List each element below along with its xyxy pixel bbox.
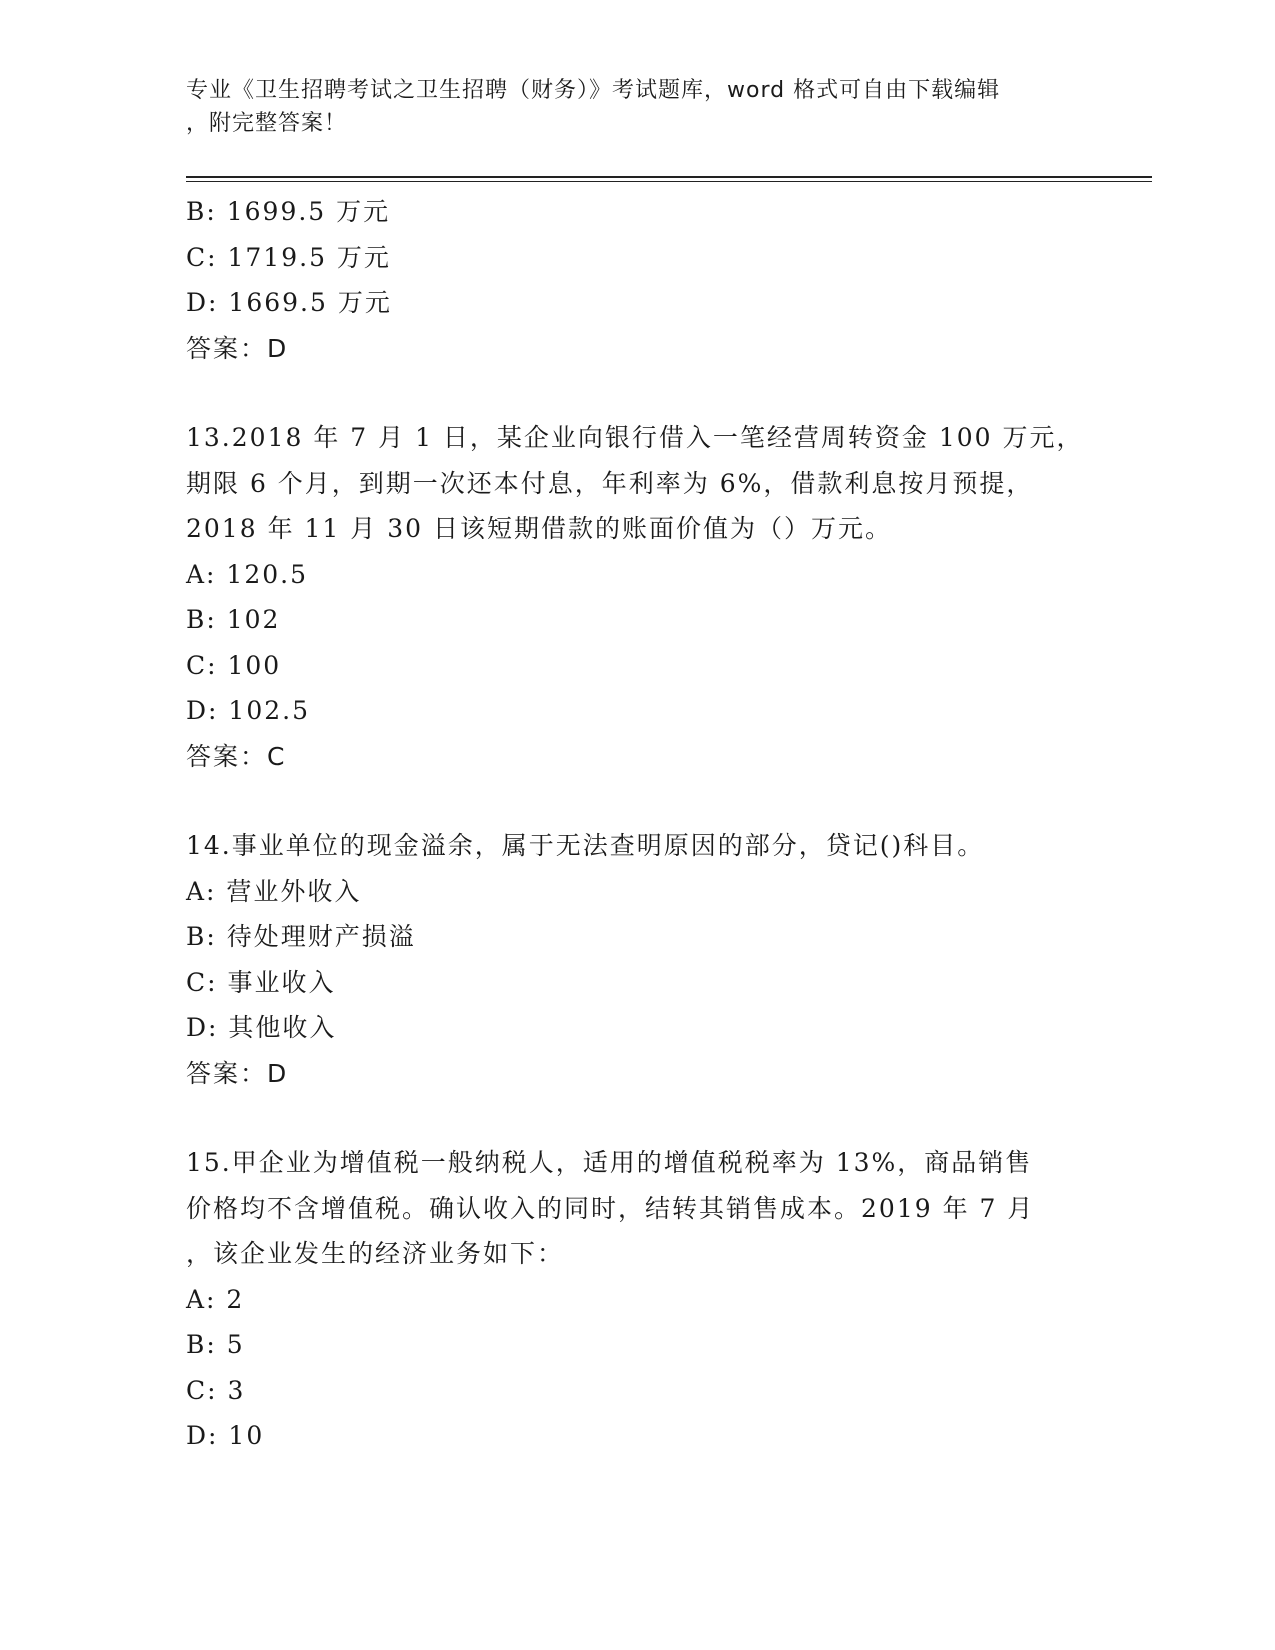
- question-stem: ，该企业发生的经济业务如下：: [186, 1239, 565, 1268]
- option-a: A: 2: [186, 1284, 245, 1314]
- header-line-1: 专业《卫生招聘考试之卫生招聘（财务）》考试题库，word 格式可自由下载编辑: [186, 78, 1001, 103]
- question-stem: 期限 6 个月，到期一次还本付息，年利率为 6%，借款利息按月预提，: [186, 468, 1034, 498]
- question-13: [186, 415, 1086, 779]
- option-b: B: 1699.5 万元: [186, 197, 391, 226]
- question-stem: 15.甲企业为增值税一般纳税人，适用的增值税税率为 13%，商品销售: [186, 1148, 1033, 1177]
- question-stem: 价格均不含增值税。确认收入的同时，结转其销售成本。2019 年 7 月: [186, 1193, 1035, 1223]
- answer: 答案：D: [186, 333, 289, 363]
- header-line-2: ，附完整答案！: [186, 111, 348, 136]
- question-12-tail: [186, 189, 1086, 371]
- option-b: B: 5: [186, 1330, 245, 1359]
- answer: 答案：D: [186, 1058, 289, 1088]
- question-14: [186, 823, 1086, 1096]
- option-d: D: 1669.5 万元: [186, 288, 392, 317]
- question-stem: 13.2018 年 7 月 1 日，某企业向银行借入一笔经营周转资金 100 万元，: [186, 423, 1084, 452]
- option-c: C: 1719.5 万元: [186, 242, 391, 272]
- answer: 答案：C: [186, 741, 287, 771]
- option-c: C: 100: [186, 650, 282, 680]
- option-a: A: 120.5: [186, 559, 308, 589]
- document-header: [186, 74, 1066, 140]
- question-stem: 2018 年 11 月 30 日该短期借款的账面价值为（）万元。: [186, 514, 892, 543]
- question-content: [186, 189, 1086, 1459]
- header-divider-thin: [186, 181, 1152, 182]
- option-b: B: 待处理财产损溢: [186, 922, 416, 951]
- option-d: D: 10: [186, 1421, 265, 1450]
- option-a: A: 营业外收入: [186, 876, 362, 906]
- option-c: C: 事业收入: [186, 967, 336, 997]
- option-d: D: 102.5: [186, 696, 310, 725]
- question-stem: 14.事业单位的现金溢余，属于无法查明原因的部分，贷记()科目。: [186, 831, 985, 860]
- option-c: C: 3: [186, 1375, 246, 1405]
- header-divider-thick: [186, 176, 1152, 178]
- option-d: D: 其他收入: [186, 1013, 337, 1042]
- question-15: [186, 1140, 1086, 1459]
- option-b: B: 102: [186, 605, 281, 634]
